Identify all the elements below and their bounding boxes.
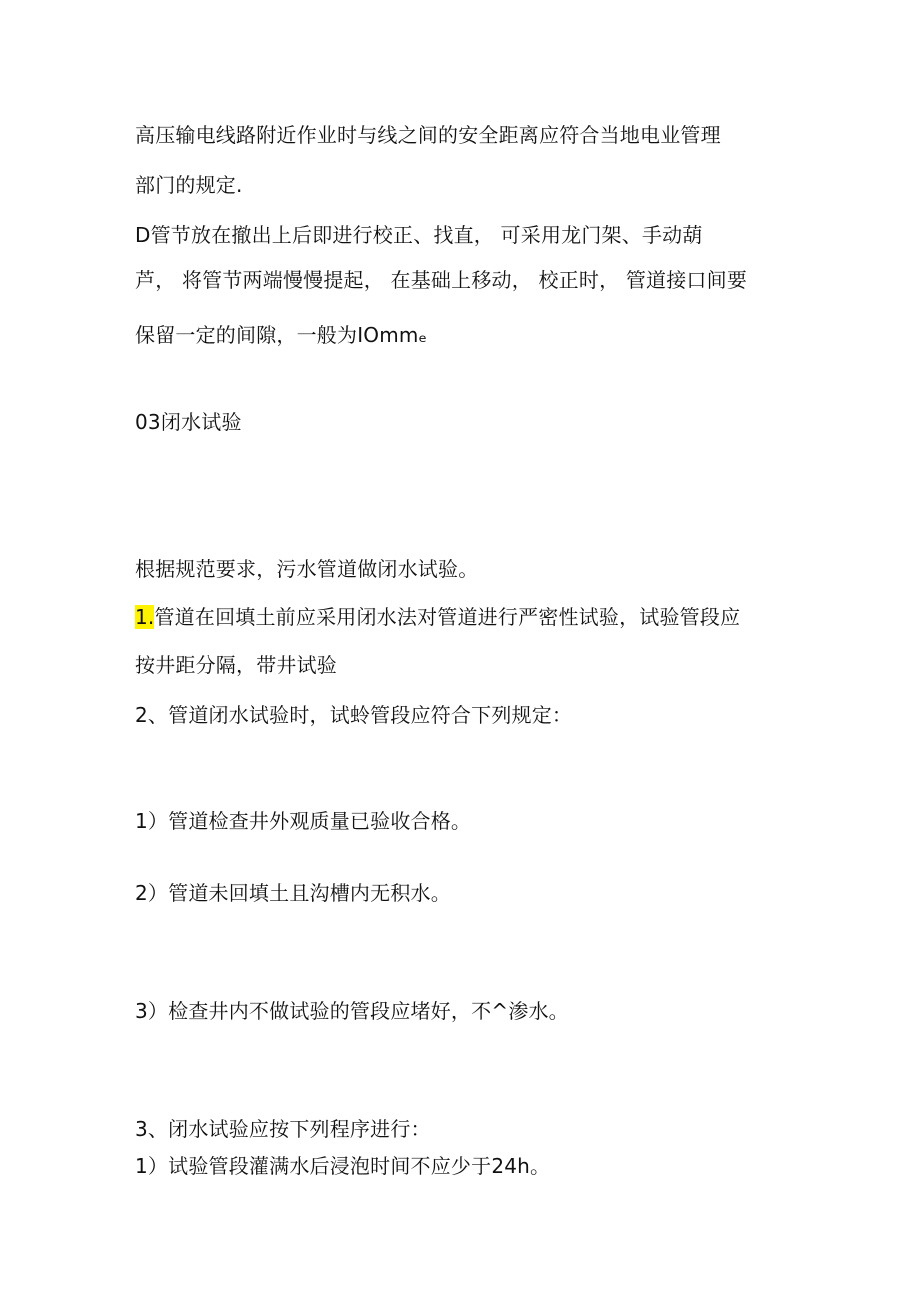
paragraph-line: 芦， 将管节两端慢慢提起， 在基础上移动， 校正时， 管道接口间要 xyxy=(135,268,748,292)
sub-item: 1）管道检查井外观质量已验收合格。 xyxy=(135,809,472,833)
section-heading: 03闭水试验 xyxy=(135,410,242,434)
paragraph-line: 保留一定的间隙，一般为IOmmₑ xyxy=(135,323,428,347)
list-item-continuation: 按井距分隔，带井试验 xyxy=(135,653,337,677)
list-item-1 xyxy=(135,604,740,630)
paragraph-line: D管节放在撤出上后即进行校正、找直， 可采用龙门架、手动葫 xyxy=(135,223,703,247)
intro-text: 根据规范要求，污水管道做闭水试验。 xyxy=(135,557,479,581)
sub-item: 3）检查井内不做试验的管段应堵好，不^渗水。 xyxy=(135,999,569,1023)
list-item-3: 3、闭水试验应按下列程序进行： xyxy=(135,1117,431,1141)
list-item-2: 2、管道闭水试验时，试蛉管段应符合下列规定： xyxy=(135,703,573,727)
list-item-text: 管道在回填土前应采用闭水法对管道进行严密性试验，试验管段应 xyxy=(154,605,741,629)
highlighted-number: 1. xyxy=(135,605,155,629)
sub-item: 2）管道未回填土且沟槽内无积水。 xyxy=(135,881,451,905)
sub-item: 1）试验管段灌满水后浸泡时间不应少于24h。 xyxy=(135,1154,551,1178)
paragraph-line: 部门的规定. xyxy=(135,173,243,197)
paragraph-line: 高压输电线路附近作业时与线之间的安全距离应符合当地电业管理 xyxy=(135,123,721,147)
